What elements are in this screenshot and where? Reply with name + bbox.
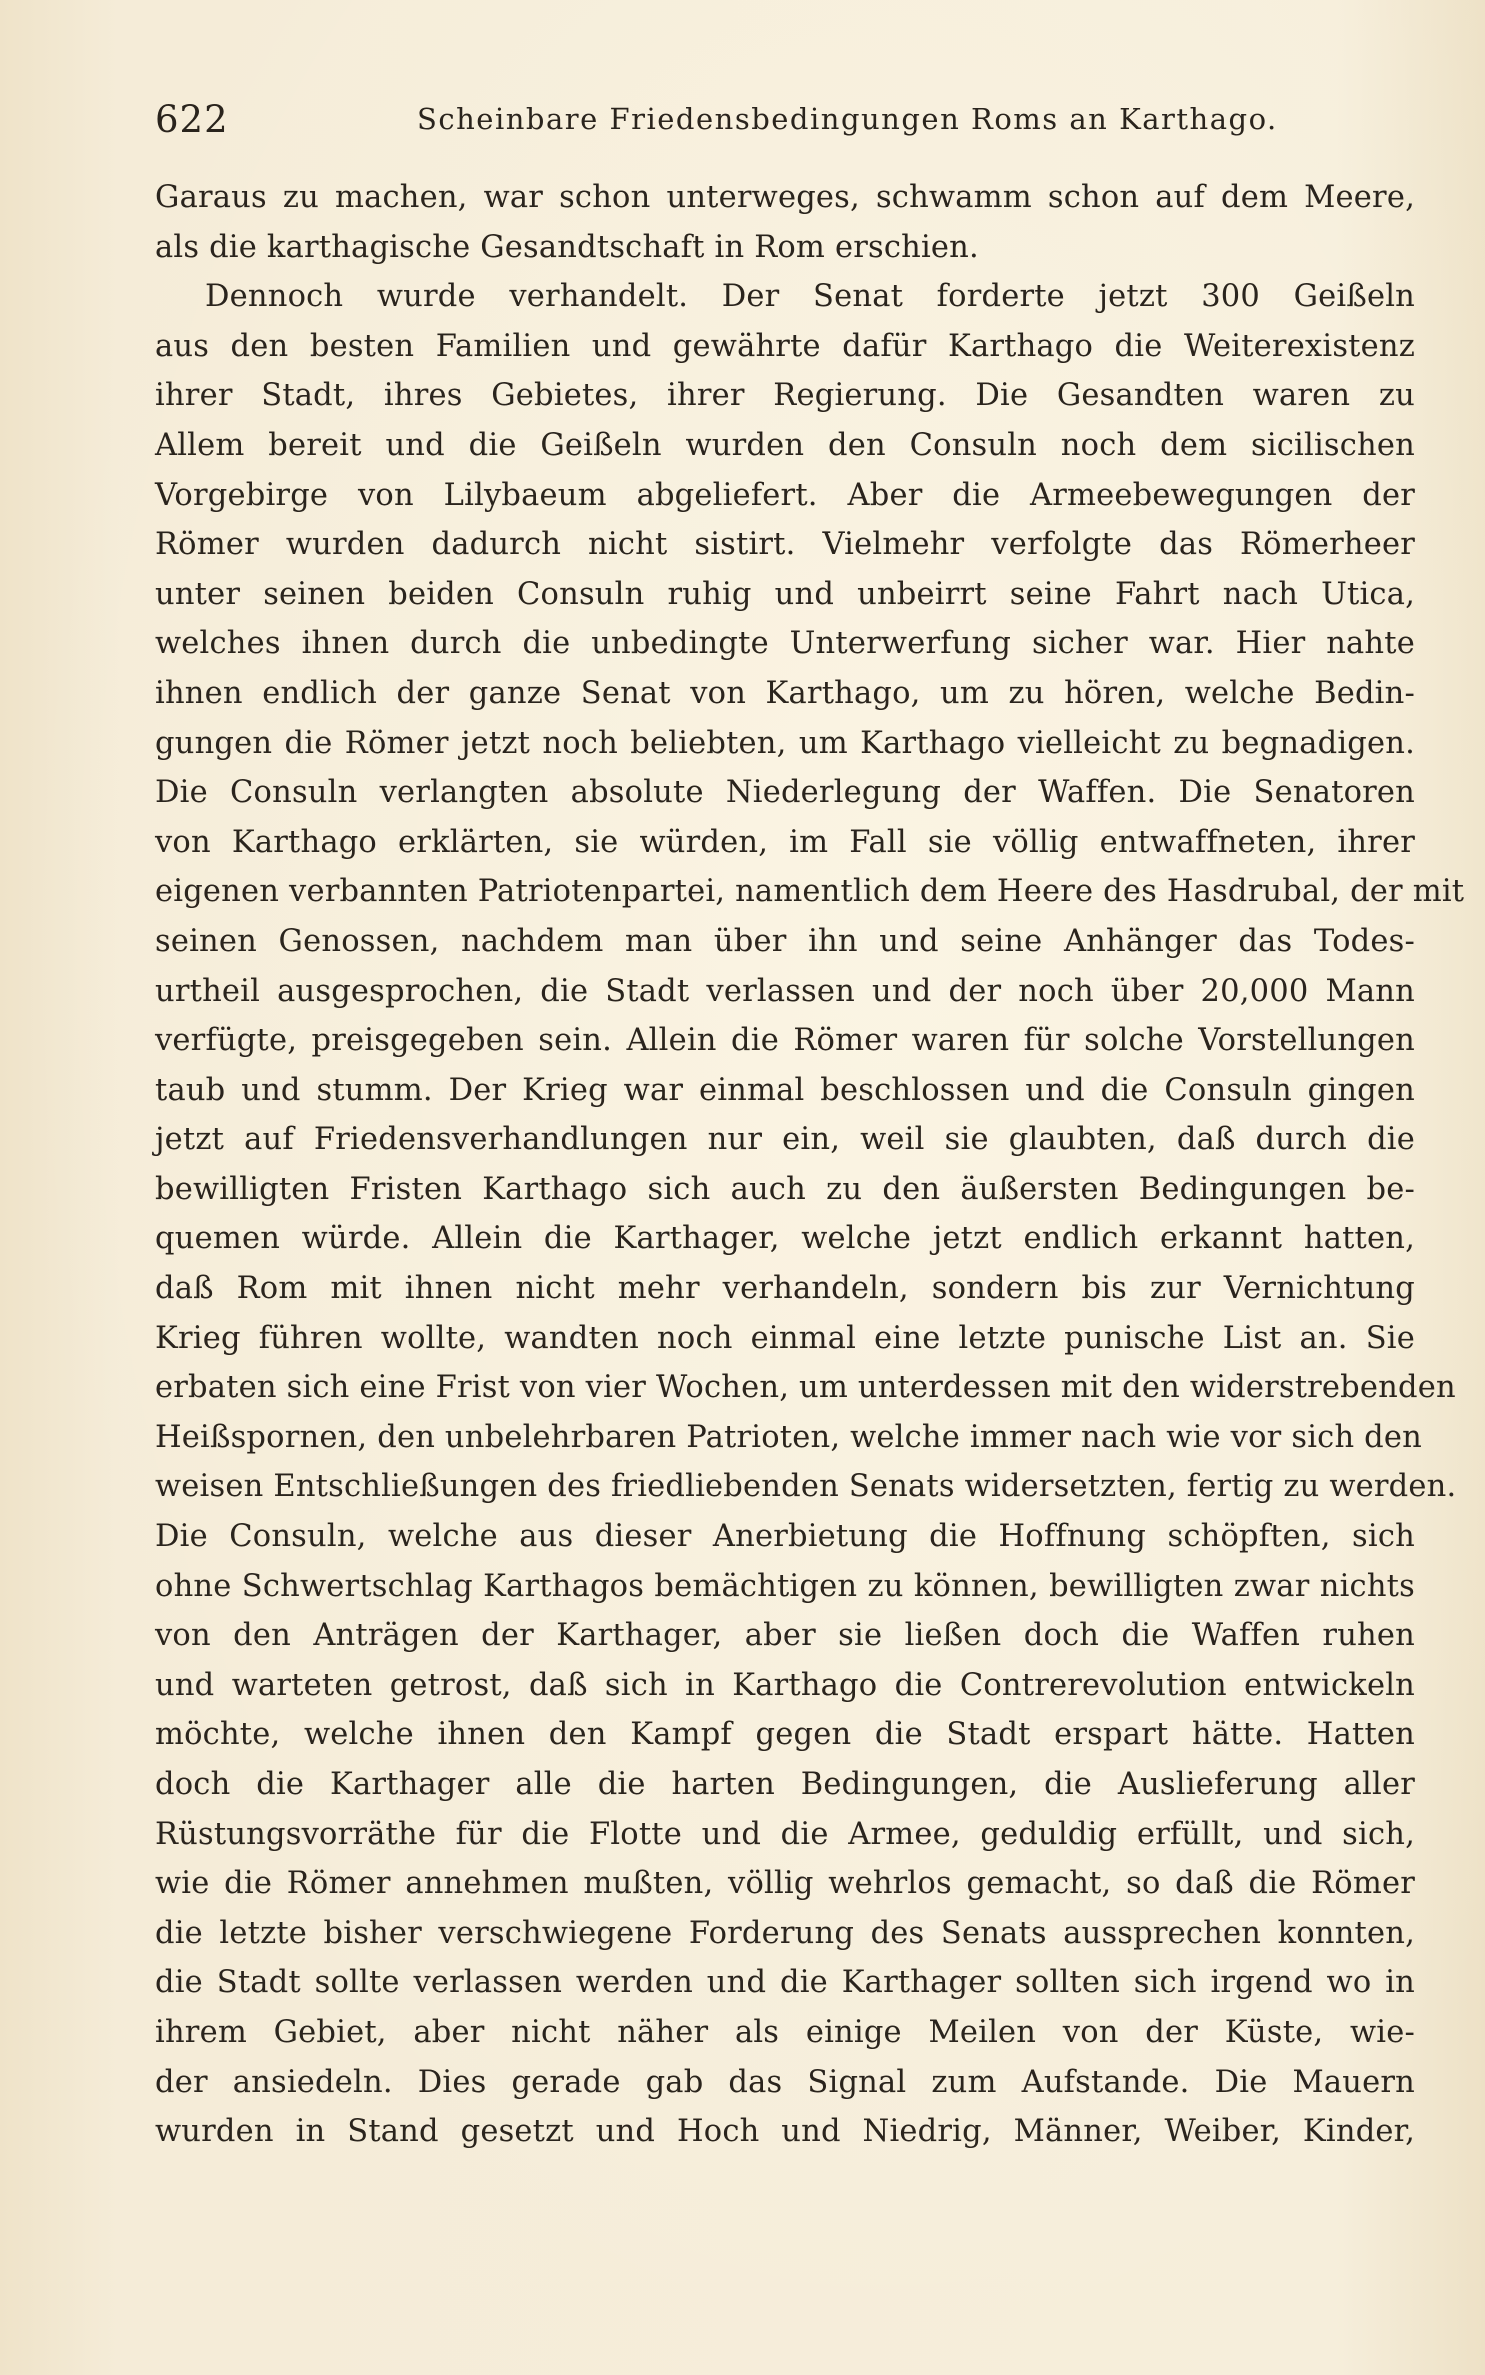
- text-line: Vorgebirge von Lilybaeum abgeliefert. Aber die Armeebewegungen der: [155, 477, 1415, 513]
- text-line: weisen Entschließungen des friedliebenden Senats widersetzten, fertig zu werden.: [155, 1469, 1457, 1505]
- page-number: 622: [155, 98, 229, 141]
- text-line: von den Anträgen der Karthager, aber sie ließen doch die Waffen ruhen: [155, 1618, 1415, 1654]
- text-line: doch die Karthager alle die harten Bedingungen, die Auslieferung aller: [155, 1767, 1415, 1802]
- text-line: ihrem Gebiet, aber nicht näher als einige Meilen von der Küste, wie-: [155, 2014, 1415, 2050]
- text-line: Die Consuln verlangten absolute Niederlegung der Waffen. Die Senatoren: [155, 775, 1415, 811]
- text-line: verfügte, preisgegeben sein. Allein die Römer waren für solche Vorstellungen: [155, 1023, 1415, 1059]
- text-line: die letzte bisher verschwiegene Forderung des Senats aussprechen konnten,: [155, 1915, 1415, 1951]
- text-line: Krieg führen wollte, wandten noch einmal eine letzte punische List an. Sie: [155, 1320, 1415, 1356]
- text-line: ihrer Stadt, ihres Gebietes, ihrer Regierung. Die Gesandten waren zu: [155, 378, 1415, 414]
- text-line: Dennoch wurde verhandelt. Der Senat forderte jetzt 300 Geißeln: [205, 279, 1415, 315]
- text-line: ohne Schwertschlag Karthagos bemächtigen zu können, bewilligten zwar nichts: [155, 1568, 1415, 1604]
- text-line: ihnen endlich der ganze Senat von Karthago, um zu hören, welche Bedin-: [155, 675, 1415, 711]
- text-line: welches ihnen durch die unbedingte Unterwerfung sicher war. Hier nahte: [155, 626, 1415, 662]
- text-line: taub und stumm. Der Krieg war einmal beschlossen und die Consuln gingen: [155, 1072, 1415, 1108]
- text-line: Allem bereit und die Geißeln wurden den Consuln noch dem sicilischen: [155, 427, 1415, 463]
- text-line: jetzt auf Friedensverhandlungen nur ein, weil sie glaubten, daß durch die: [155, 1122, 1415, 1158]
- page-header: [155, 98, 1415, 148]
- text-line: quemen würde. Allein die Karthager, welche jetzt endlich erkannt hatten,: [155, 1221, 1415, 1257]
- text-line: gungen die Römer jetzt noch beliebten, um Karthago vielleicht zu begnadigen.: [155, 725, 1415, 761]
- text-line: daß Rom mit ihnen nicht mehr verhandeln, sondern bis zur Vernichtung: [155, 1271, 1415, 1307]
- text-line: der ansiedeln. Dies gerade gab das Signal zum Aufstande. Die Mauern: [155, 2064, 1415, 2100]
- body-text: [155, 173, 1465, 2157]
- text-line: wie die Römer annehmen mußten, völlig wehrlos gemacht, so daß die Römer: [155, 1866, 1415, 1902]
- text-line: erbaten sich eine Frist von vier Wochen, um unterdessen mit den widerstrebenden: [155, 1370, 1456, 1406]
- text-line: von Karthago erklärten, sie würden, im Fall sie völlig entwaffneten, ihrer: [155, 824, 1415, 860]
- text-line: Garaus zu machen, war schon unterweges, schwamm schon auf dem Meere,: [155, 180, 1415, 215]
- text-line: bewilligten Fristen Karthago sich auch zu den äußersten Bedingungen be-: [155, 1171, 1415, 1207]
- text-line: eigenen verbannten Patriotenpartei, namentlich dem Heere des Hasdrubal, der mit: [155, 874, 1465, 910]
- text-line: und warteten getrost, daß sich in Karthago die Contrerevolution entwickeln: [155, 1667, 1415, 1703]
- text-line: unter seinen beiden Consuln ruhig und unbeirrt seine Fahrt nach Utica,: [155, 576, 1415, 612]
- text-line: Heißspornen, den unbelehrbaren Patrioten, welche immer nach wie vor sich den: [155, 1419, 1422, 1455]
- text-line: möchte, welche ihnen den Kampf gegen die Stadt erspart hätte. Hatten: [155, 1717, 1415, 1753]
- text-line: Die Consuln, welche aus dieser Anerbietung die Hoffnung schöpften, sich: [155, 1519, 1415, 1555]
- text-line: aus den besten Familien und gewährte dafür Karthago die Weiterexistenz: [155, 328, 1415, 364]
- text-line: seinen Genossen, nachdem man über ihn und seine Anhänger das Todes-: [155, 923, 1415, 959]
- text-line: die Stadt sollte verlassen werden und die Karthager sollten sich irgend wo in: [155, 1965, 1415, 2001]
- text-line: Römer wurden dadurch nicht sistirt. Vielmehr verfolgte das Römerheer: [155, 527, 1415, 563]
- text-line: wurden in Stand gesetzt und Hoch und Niedrig, Männer, Weiber, Kinder,: [155, 2114, 1415, 2150]
- text-line: als die karthagische Gesandtschaft in Rom erschien.: [155, 229, 979, 265]
- text-line: urtheil ausgesprochen, die Stadt verlassen und der noch über 20,000 Mann: [155, 973, 1415, 1009]
- running-title: Scheinbare Friedensbedingungen Roms an Karthago.: [417, 102, 1278, 136]
- text-line: Rüstungsvorräthe für die Flotte und die Armee, geduldig erfüllt, und sich,: [155, 1816, 1415, 1852]
